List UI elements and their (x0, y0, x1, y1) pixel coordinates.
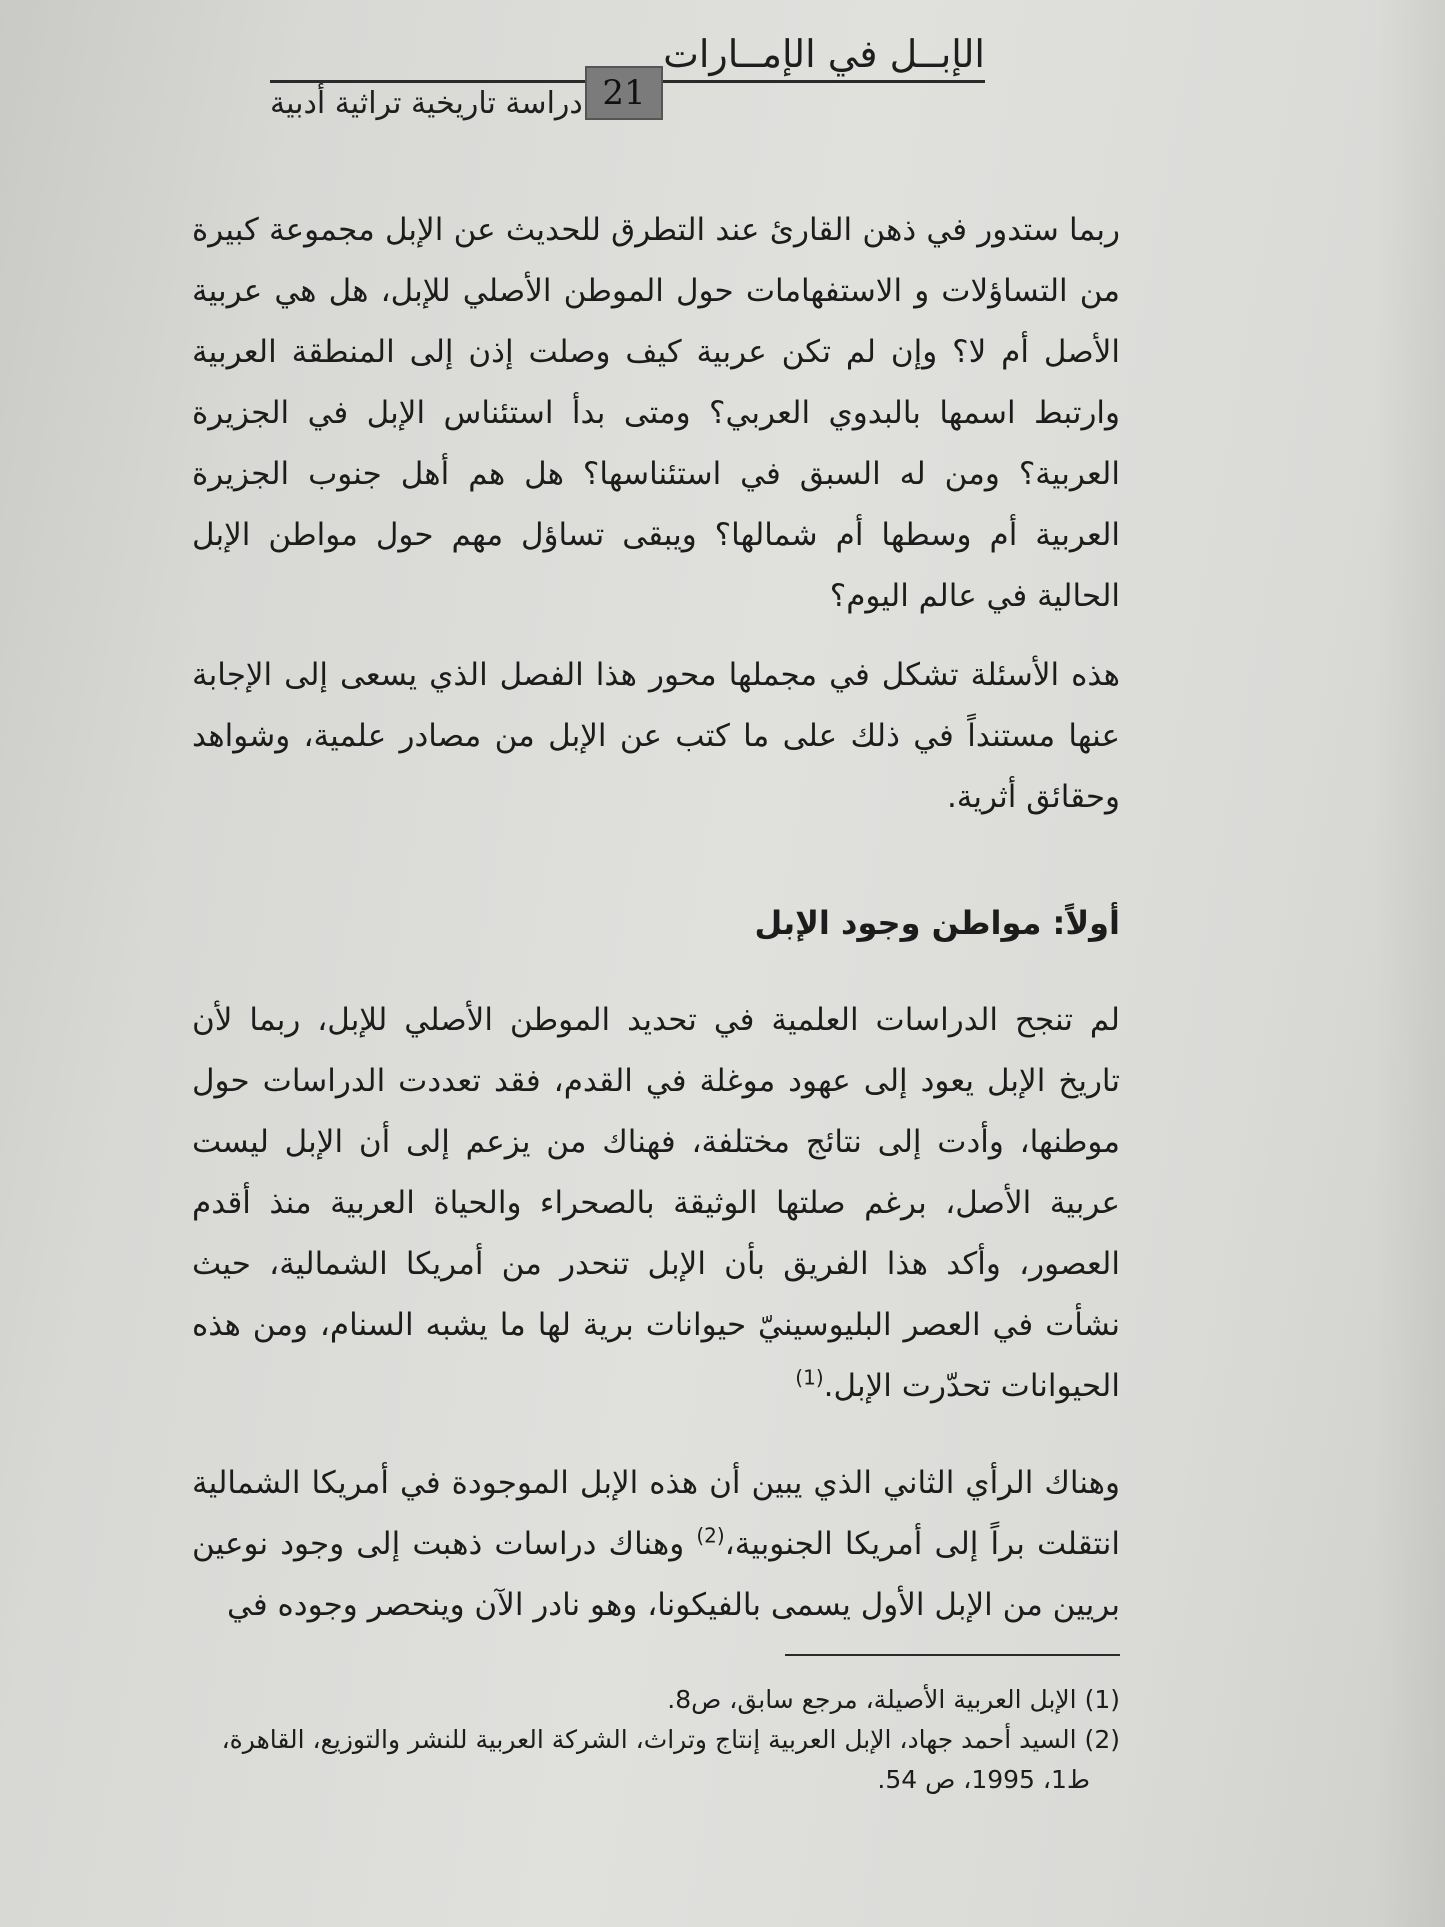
page-number: 21 (585, 66, 663, 120)
footnotes (192, 1680, 1120, 1800)
section-heading: أولاً: مواطن وجود الإبل (754, 904, 1120, 942)
footnote-ref-2: (2) (696, 1523, 725, 1548)
page-edge-shadow (1375, 0, 1445, 1927)
book-subtitle: دراسة تاريخية تراثية أدبية (270, 86, 583, 121)
paragraph-intro: ربما ستدور في ذهن القارئ عند التطرق للحديث عن الإبل مجموعة كبيرة من التساؤلات و الاستفهامات حول الموطن الأصلي للإبل، هل هي عربية الأصل أم لا؟ وإن لم تكن عربية كيف وصلت إذن إلى المنطقة العربية وارتبط اسمها بالبدوي العربي؟ ومتى بدأ استئناس الإبل في الجزيرة العربية؟ ومن له السبق في استئناسها؟ هل هم أهل جنوب الجزيرة العربية أم وسطها أم شمالها؟ ويبقى تساؤل مهم حول مواطن الإبل الحالية في عالم اليوم؟ (192, 212, 1120, 614)
running-header (270, 28, 985, 138)
footnote-ref-1: (1) (795, 1365, 824, 1390)
footnote-rule (785, 1654, 1120, 1656)
paragraph-second-opinion (192, 1453, 1120, 1636)
footnote-1: (1) الإبل العربية الأصيلة، مرجع سابق، ص8. (667, 1685, 1120, 1714)
footnote-2: (2) السيد أحمد جهاد، الإبل العربية إنتاج وتراث، الشركة العربية للنشر والتوزيع، القاهرة، (221, 1725, 1120, 1754)
paragraph-origins (192, 990, 1120, 1417)
page-body (192, 200, 1120, 1800)
paragraph-origins-text: لم تنجح الدراسات العلمية في تحديد الموطن الأصلي للإبل، ربما لأن تاريخ الإبل يعود إلى عهود موغلة في القدم، فقد تعددت الدراسات حول موطنها، وأدت إلى نتائج مختلفة، فهناك من يزعم إلى أن الإبل ليست عربية الأصل، برغم صلتها الوثيقة بالصحراء والحياة العربية منذ أقدم العصور، وأكد هذا الفريق بأن الإبل تنحدر من أمريكا الشمالية، حيث نشأت في العصر البليوسينيّ حيوانات برية لها ما يشبه السنام، ومن هذه الحيوانات تحدّرت الإبل. (192, 1002, 1120, 1404)
paragraph-second-opinion-text-1: وهناك الرأي الثاني الذي يبين أن هذه الإبل الموجودة في أمريكا الشمالية انتقلت براً إلى أمريكا الجنوبية، (192, 1465, 1121, 1562)
book-title: الإبــل في الإمــارات (663, 32, 985, 76)
paragraph-second-opinion-text-2: وهناك دراسات ذهبت إلى وجود نوعين بريين من الإبل الأول يسمى بالفيكونا، وهو نادر الآن وينحصر وجوده في (192, 1526, 1120, 1623)
paragraph-chapter-goal: هذه الأسئلة تشكل في مجملها محور هذا الفصل الذي يسعى إلى الإجابة عنها مستنداً في ذلك على ما كتب عن الإبل من مصادر علمية، وشواهد وحقائق أثرية. (192, 657, 1120, 815)
footnote-2-continued: ط1، 1995، ص 54. (877, 1765, 1090, 1794)
